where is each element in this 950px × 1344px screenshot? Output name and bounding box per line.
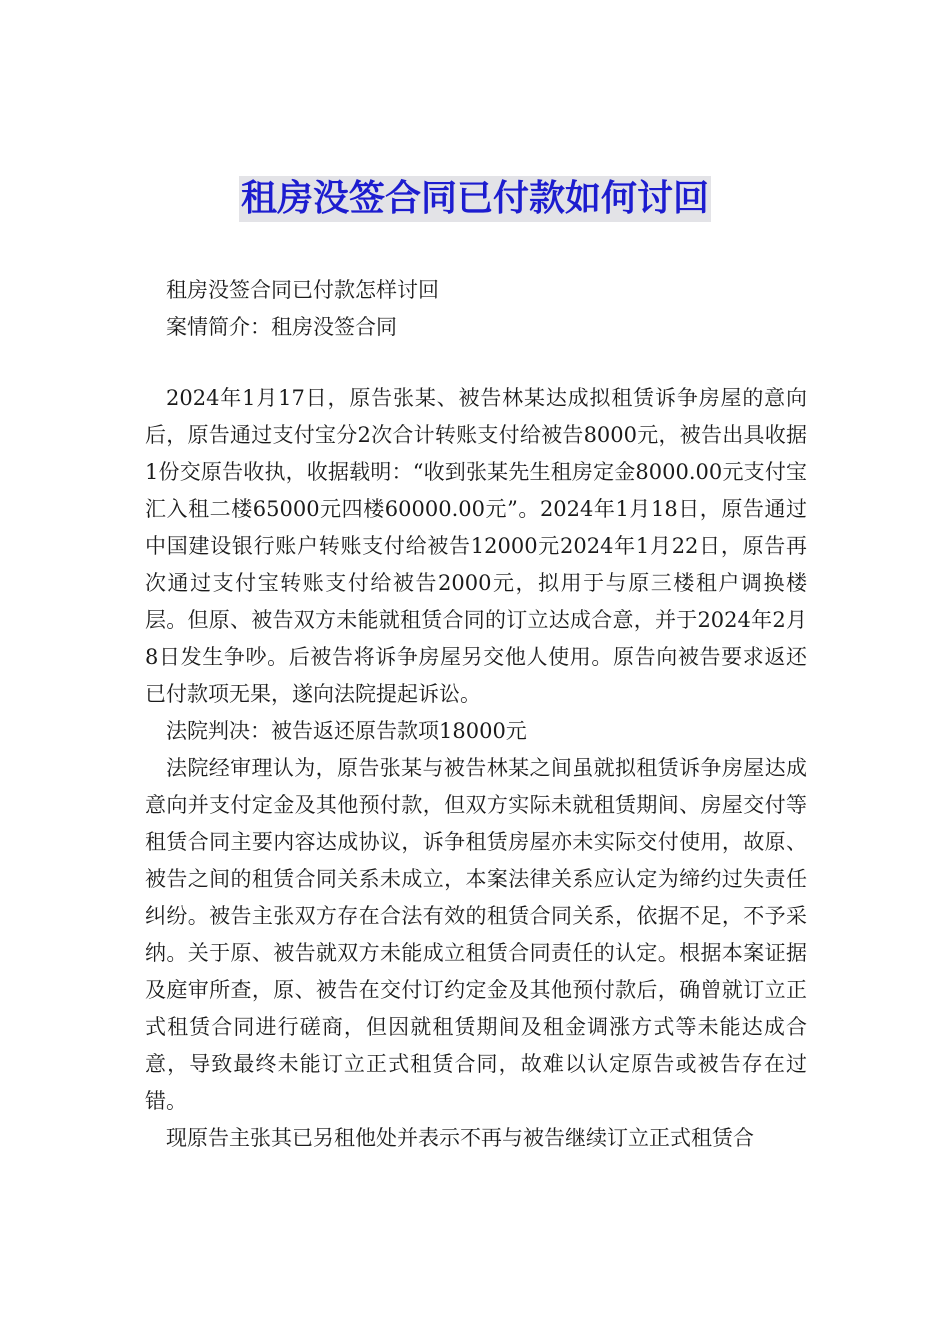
document-title: 租房没签合同已付款如何讨回 bbox=[239, 176, 711, 222]
title-container bbox=[0, 176, 950, 222]
verdict-paragraph: 法院判决：被告返还原告款项18000元 bbox=[166, 719, 527, 743]
paragraph-gap bbox=[145, 346, 807, 380]
court-reasoning-paragraph: 法院经审理认为，原告张某与被告林某之间虽就拟租赁诉争房屋达成意向并支付定金及其他预付款，但双方实际未就租赁期间、房屋交付等租赁合同主要内容达成协议，诉争租赁房屋亦未实际交付使用，故原、被告之间的租赁合同关系未成立，本案法律关系应认定为缔约过失责任纠纷。被告主张双方存在合法有效的租赁合同关系，依据不足，不予采纳。关于原、被告就双方未能成立租赁合同责任的认定。根据本案证据及庭审所查，原、被告在交付订约定金及其他预付款后，确曾就订立正式租赁合同进行磋商，但因就租赁期间及租金调涨方式等未能达成合意，导致最终未能订立正式租赁合同，故难以认定原告或被告存在过错。 bbox=[145, 756, 807, 1113]
subtitle-line: 租房没签合同已付款怎样讨回 bbox=[166, 278, 439, 302]
document-body bbox=[145, 272, 807, 1157]
case-intro-line: 案情简介：租房没签合同 bbox=[166, 315, 397, 339]
case-facts-paragraph: 2024年1月17日，原告张某、被告林某达成拟租赁诉争房屋的意向后，原告通过支付宝分2次合计转账支付给被告8000元，被告出具收据1份交原告收执，收据载明：“收到张某先生租房定金8000.00元支付宝汇入租二楼65000元四楼60000.00元”。2024年1月18日，原告通过中国建设银行账户转账支付给被告12000元2024年1月22日，原告再次通过支付宝转账支付给被告2000元，拟用于与原三楼租户调换楼层。但原、被告双方未能就租赁合同的订立达成合意，并于2024年2月8日发生争吵。后被告将诉争房屋另交他人使用。原告向被告要求返还已付款项无果，遂向法院提起诉讼。 bbox=[145, 386, 807, 706]
plaintiff-claim-paragraph: 现原告主张其已另租他处并表示不再与被告继续订立正式租赁合 bbox=[166, 1126, 754, 1150]
